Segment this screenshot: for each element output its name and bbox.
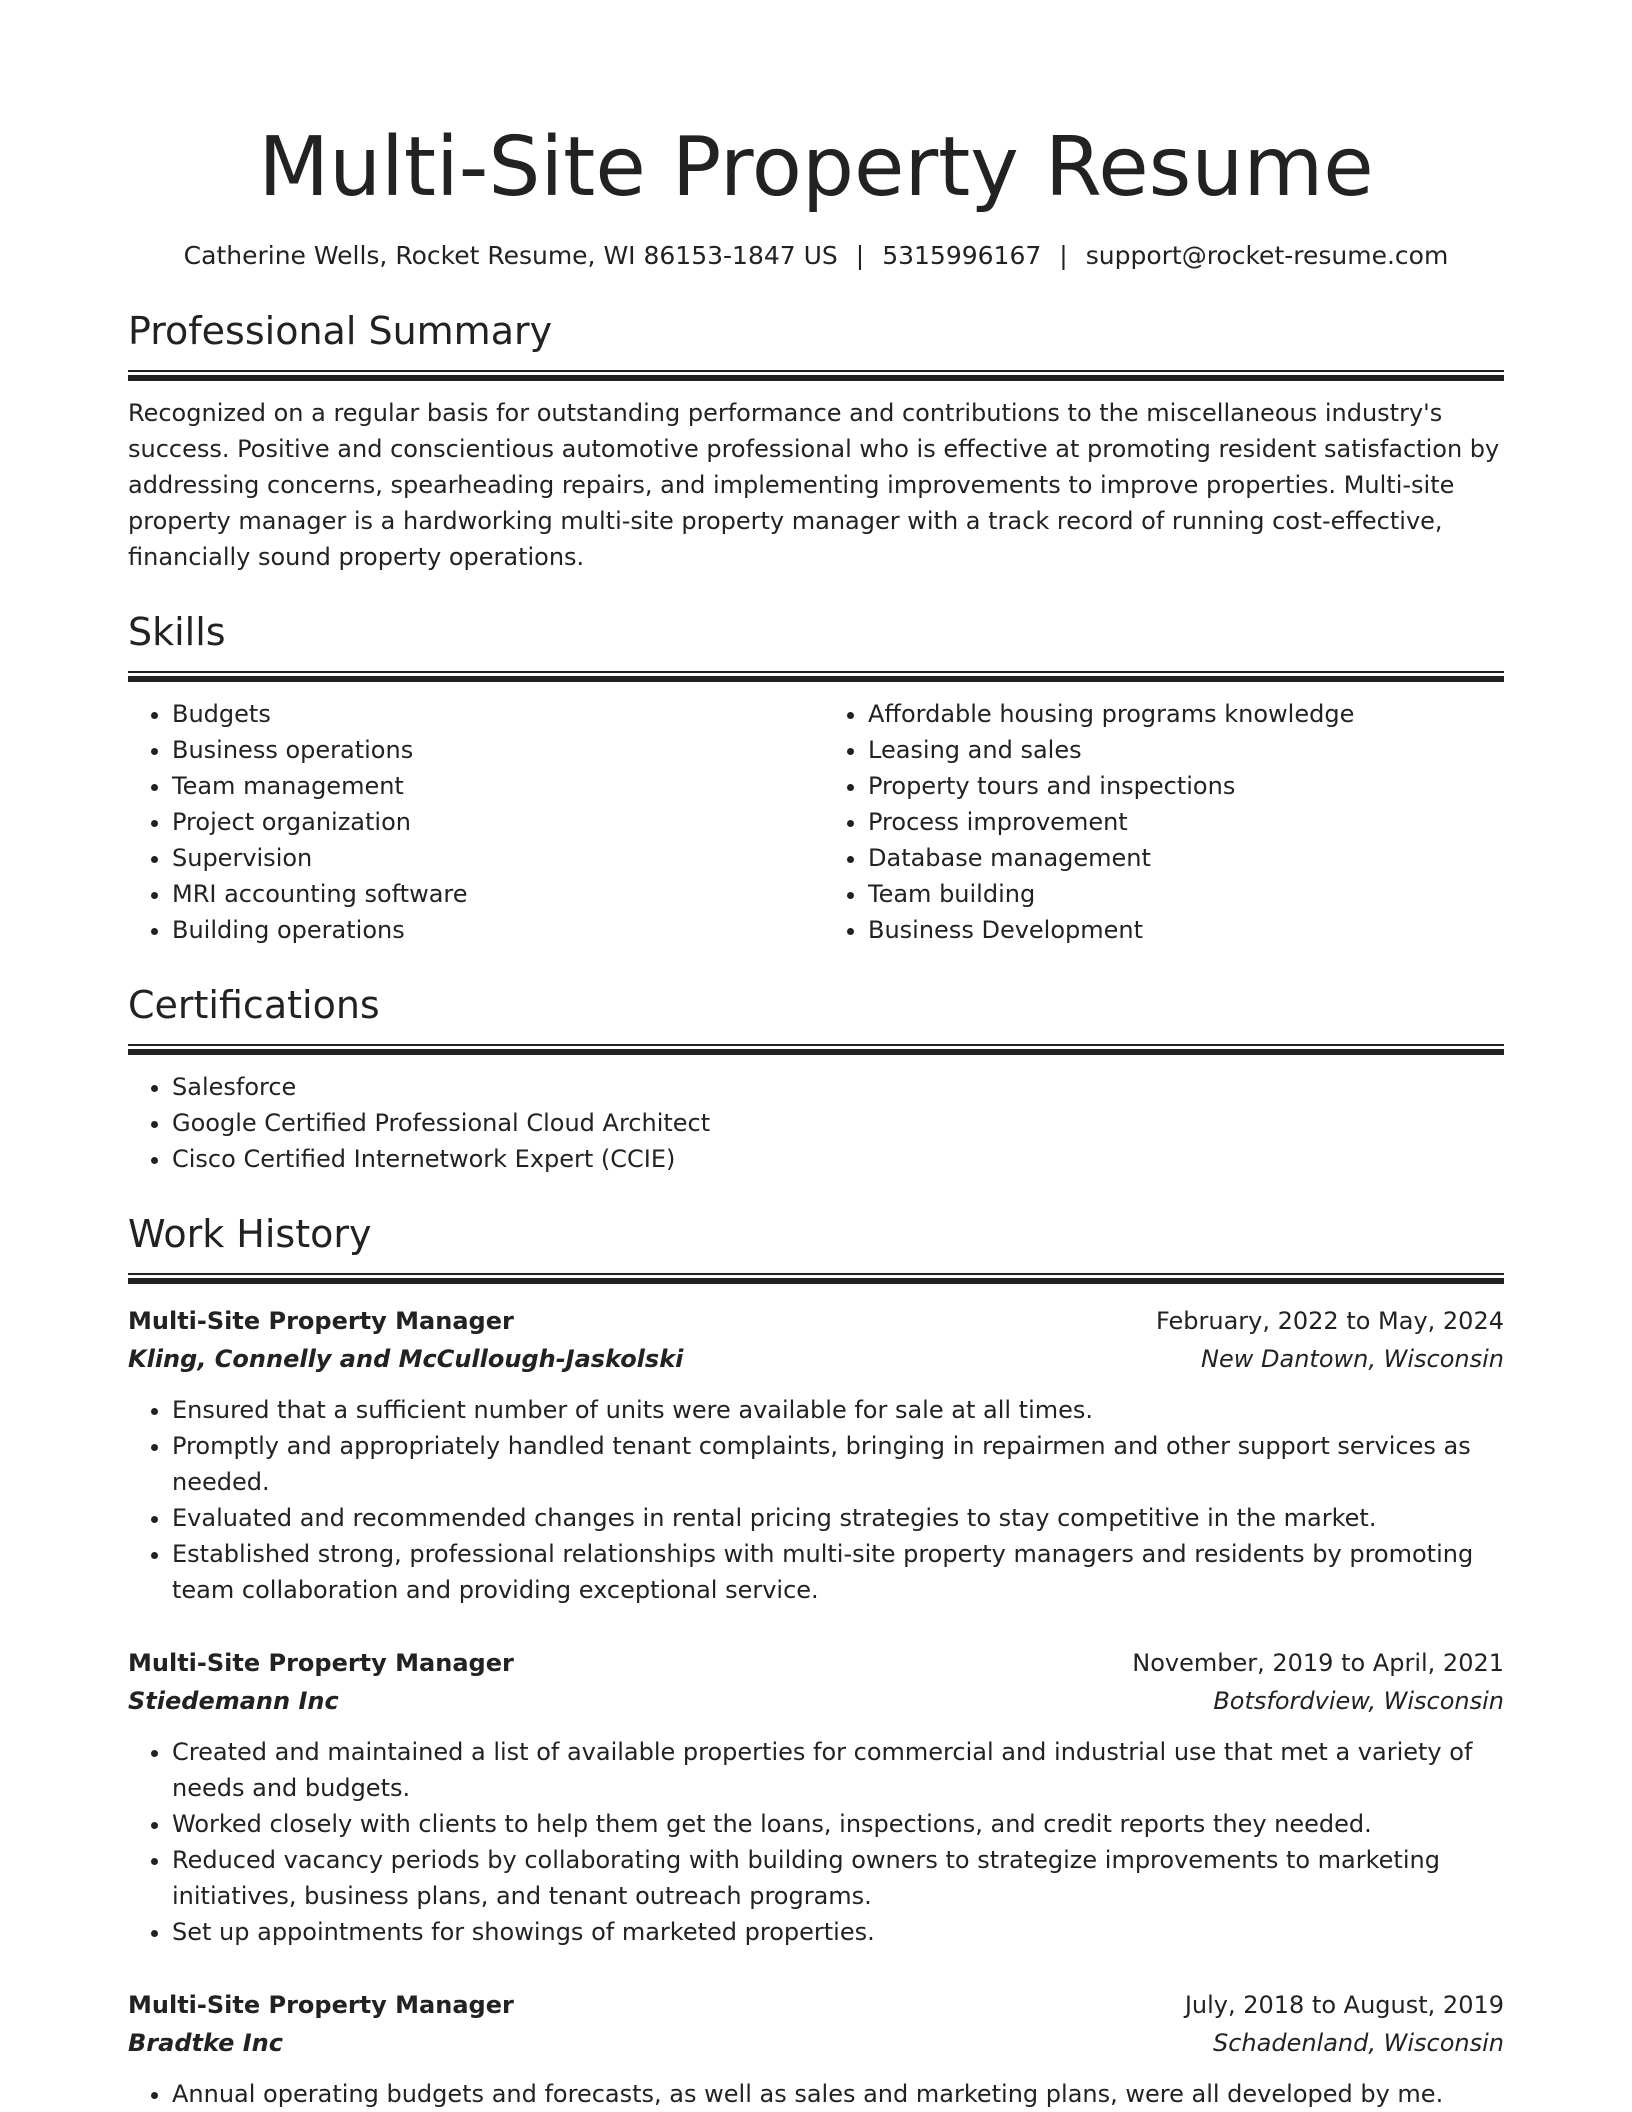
job-entry xyxy=(128,1986,1504,2112)
job-company-row xyxy=(128,2024,1504,2062)
job-company-row xyxy=(128,1682,1504,1720)
skill-item: • Process improvement xyxy=(868,804,1504,840)
skills-section xyxy=(128,607,1504,948)
contact-email: support@rocket-resume.com xyxy=(1085,241,1449,270)
contact-separator: | xyxy=(1059,241,1068,270)
job-location: Schadenland, Wisconsin xyxy=(1212,2029,1504,2057)
job-entry xyxy=(128,1644,1504,1950)
certification-item: • Cisco Certified Internetwork Expert (CCIE) xyxy=(172,1141,1504,1177)
skill-item: • Budgets xyxy=(172,696,816,732)
certifications-section xyxy=(128,980,1504,1177)
certification-item: • Salesforce xyxy=(172,1069,1504,1105)
skill-item: • Building operations xyxy=(172,912,816,948)
work-history-section xyxy=(128,1209,1504,2112)
job-dates: July, 2018 to August, 2019 xyxy=(1184,1991,1504,2019)
skills-list-right xyxy=(816,696,1504,948)
resume-title: Multi-Site Property Resume xyxy=(258,120,1374,215)
contact-phone: 5315996167 xyxy=(882,241,1042,270)
section-divider xyxy=(128,671,1504,682)
job-duty: • Worked closely with clients to help them get the loans, inspections, and credit reports they needed. xyxy=(172,1806,1504,1842)
job-duty: • Promptly and appropriately handled tenant complaints, bringing in repairmen and other support services as needed. xyxy=(172,1428,1504,1500)
skill-item: • MRI accounting software xyxy=(172,876,816,912)
certification-item: • Google Certified Professional Cloud Architect xyxy=(172,1105,1504,1141)
skill-item: • Supervision xyxy=(172,840,816,876)
job-header-row xyxy=(128,1302,1504,1340)
section-divider xyxy=(128,1273,1504,1284)
section-divider xyxy=(128,370,1504,381)
job-duty: • Created and maintained a list of available properties for commercial and industrial use that met a variety of needs and budgets. xyxy=(172,1734,1504,1806)
skill-item: • Property tours and inspections xyxy=(868,768,1504,804)
skills-list-left xyxy=(128,696,816,948)
work-history-heading: Work History xyxy=(128,1212,372,1256)
contact-line xyxy=(128,238,1504,274)
skill-item: • Leasing and sales xyxy=(868,732,1504,768)
job-dates: November, 2019 to April, 2021 xyxy=(1132,1649,1504,1677)
skill-item: • Affordable housing programs knowledge xyxy=(868,696,1504,732)
skills-heading: Skills xyxy=(128,610,226,654)
job-duties-list xyxy=(128,2076,1504,2112)
section-divider xyxy=(128,1044,1504,1055)
skills-columns xyxy=(128,682,1504,948)
job-company: Bradtke Inc xyxy=(128,2029,283,2057)
job-header-row xyxy=(128,1986,1504,2024)
certifications-list xyxy=(128,1069,1504,1177)
summary-text: Recognized on a regular basis for outstanding performance and contributions to the miscellaneous industry's success. Positive and conscientious automotive professional who is effective at promoting resident satisfaction by addressing concerns, spearheading repairs, and implementing improvements to improve properties. Multi-site property manager is a hardworking multi-site property manager with a track record of running cost-effective, financially sound property operations. xyxy=(128,399,1500,571)
job-location: New Dantown, Wisconsin xyxy=(1201,1345,1504,1373)
job-entry xyxy=(128,1302,1504,1608)
job-company: Stiedemann Inc xyxy=(128,1687,339,1715)
job-duty: • Reduced vacancy periods by collaborating with building owners to strategize improvements to marketing initiatives, business plans, and tenant outreach programs. xyxy=(172,1842,1504,1914)
job-header-row xyxy=(128,1644,1504,1682)
job-location: Botsfordview, Wisconsin xyxy=(1213,1687,1504,1715)
resume-page xyxy=(128,0,1504,2112)
job-duties-list xyxy=(128,1392,1504,1608)
skill-item: • Business operations xyxy=(172,732,816,768)
job-company-row xyxy=(128,1340,1504,1378)
skill-item: • Team building xyxy=(868,876,1504,912)
job-duty: • Ensured that a sufficient number of units were available for sale at all times. xyxy=(172,1392,1504,1428)
skill-item: • Business Development xyxy=(868,912,1504,948)
job-duty: • Established strong, professional relationships with multi-site property managers and residents by promoting team collaboration and providing exceptional service. xyxy=(172,1536,1504,1608)
job-title: Multi-Site Property Manager xyxy=(128,1991,514,2019)
summary-section xyxy=(128,306,1504,575)
job-title: Multi-Site Property Manager xyxy=(128,1307,514,1335)
job-company: Kling, Connelly and McCullough-Jaskolski xyxy=(128,1345,684,1373)
skill-item: • Project organization xyxy=(172,804,816,840)
summary-heading: Professional Summary xyxy=(128,309,553,353)
job-duty: • Annual operating budgets and forecasts, as well as sales and marketing plans, were all developed by me. xyxy=(172,2076,1504,2112)
job-title: Multi-Site Property Manager xyxy=(128,1649,514,1677)
certifications-heading: Certifications xyxy=(128,983,380,1027)
job-duty: • Set up appointments for showings of marketed properties. xyxy=(172,1914,1504,1950)
job-duty: • Evaluated and recommended changes in rental pricing strategies to stay competitive in the market. xyxy=(172,1500,1504,1536)
skill-item: • Team management xyxy=(172,768,816,804)
skill-item: • Database management xyxy=(868,840,1504,876)
job-dates: February, 2022 to May, 2024 xyxy=(1156,1307,1504,1335)
contact-address: Catherine Wells, Rocket Resume, WI 86153-1847 US xyxy=(183,241,838,270)
contact-separator: | xyxy=(855,241,865,270)
job-duties-list xyxy=(128,1734,1504,1950)
